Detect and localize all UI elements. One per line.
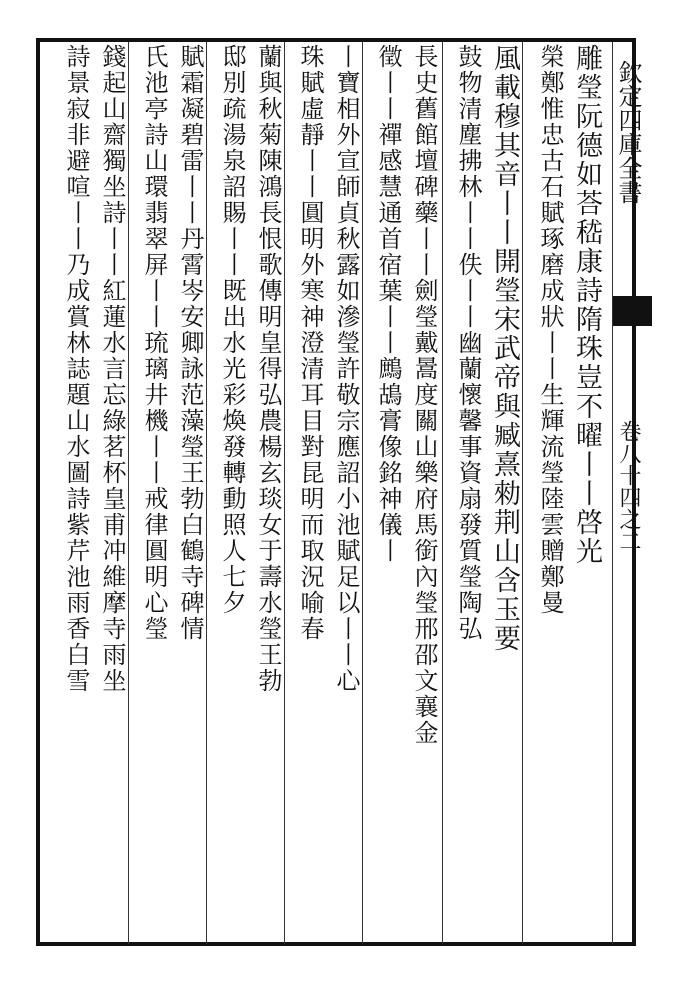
header-title: 欽定四庫全書	[614, 60, 642, 204]
text-column-16	[40, 44, 60, 940]
text-column-10: 邸別疏湯泉詔賜丨丨既出水光彩煥發轉動照人七夕	[218, 44, 246, 616]
text-column-2: 榮鄭惟忠古石賦琢磨成狀丨丨生輝流瑩陸雲贈鄭曼	[536, 44, 564, 616]
text-column-6: 徵丨丨禪感慧通首宿葉丨丨鷓鴣膏像銘神儀丨	[374, 44, 402, 564]
header-volume: 卷八十四之二	[616, 420, 641, 552]
text-column-4: 鼓物清塵拂林丨丨佚丨丨幽蘭懷馨事資扇發質瑩陶弘	[454, 44, 482, 642]
text-column-1: 雕瑩阮德如荅嵇康詩隋珠豈不曜丨丨啓光	[571, 44, 602, 566]
text-column-14: 詩景寂非避喧丨丨乃成賞林誌題山水圖詩紫芹池雨香白雪	[62, 44, 90, 694]
fish-tail-mark	[612, 296, 652, 326]
text-column-5: 長史舊館壇碑藥丨丨劍瑩戴暠度關山樂府馬銜內瑩邢邵文襄金	[410, 44, 438, 746]
text-column-12: 氏池亭詩山環翡翠屏丨丨琉璃井機丨丨戒律圓明心瑩	[140, 44, 168, 642]
column-rule	[612, 42, 613, 944]
text-column-9: 蘭與秋菊陳鴻長恨歌傳明皇得弘農楊玄琰女于壽水瑩王勃	[254, 44, 282, 694]
text-column-7: 丨寶相外宣師貞秋露如滲瑩許敬宗應詔小池賦足以丨丨心	[332, 44, 360, 694]
text-column-8: 珠賦虛靜丨丨圓明外寒神澄清耳目對昆明而取況喻春	[296, 44, 324, 642]
text-column-11: 賦霜凝碧雷丨丨丹霄岑安卿詠范藻瑩王勃白鶴寺碑情	[176, 44, 204, 642]
text-column-3: 風載穆其音丨丨開瑩宋武帝與臧熹勑荆山含玉要	[489, 44, 520, 653]
text-column-13: 錢起山齋獨坐詩丨丨紅蓮水言忘綠茗杯皇甫冲維摩寺雨坐	[98, 44, 126, 694]
